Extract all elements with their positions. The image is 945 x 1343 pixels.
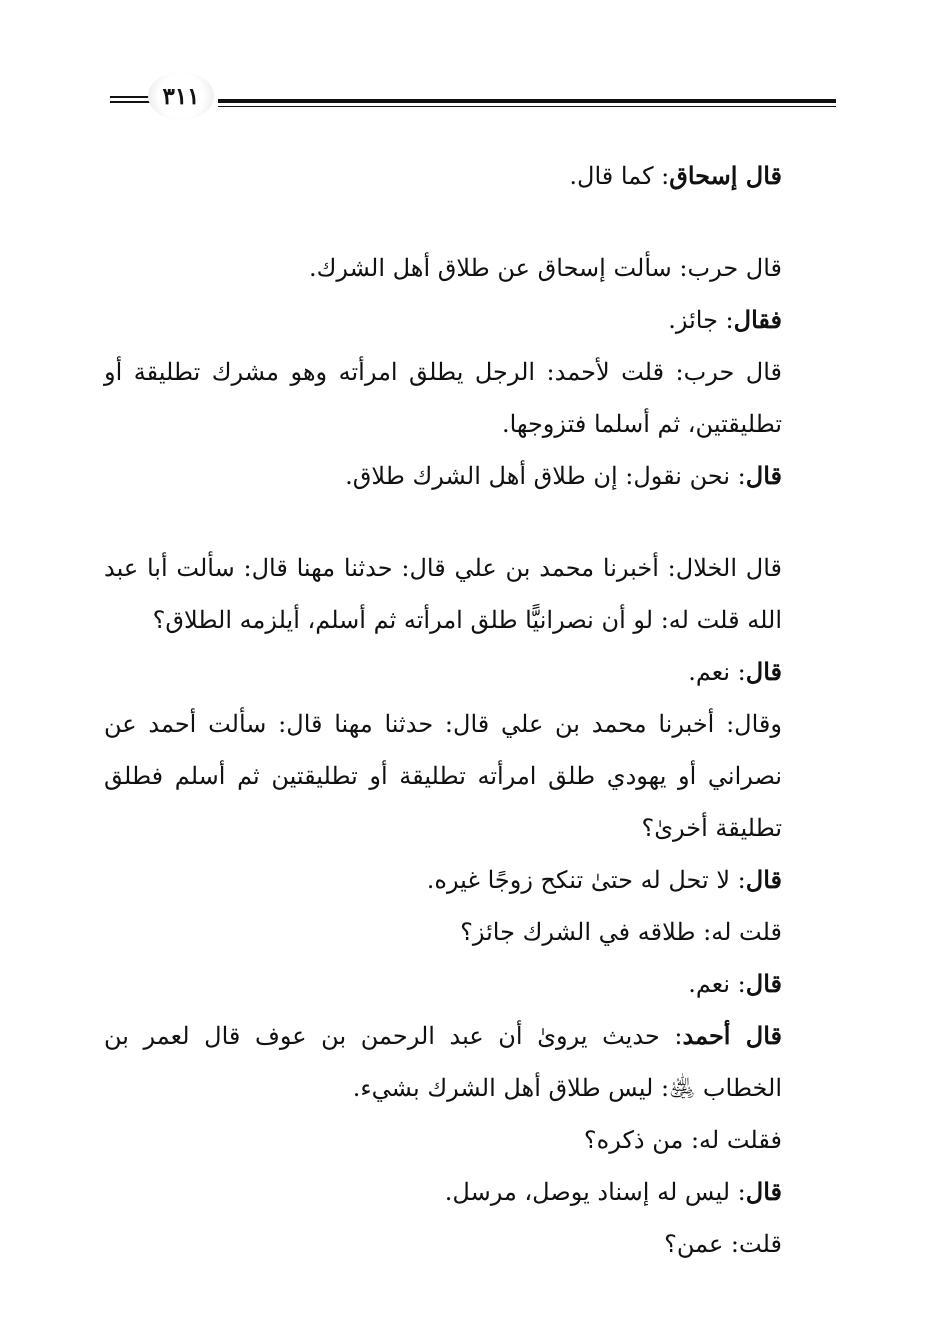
paragraph — [104, 1218, 832, 1270]
paragraph-gap — [104, 202, 832, 242]
paragraph — [104, 242, 832, 294]
paragraph — [104, 150, 832, 202]
paragraph — [104, 346, 832, 450]
paragraph — [104, 294, 832, 346]
speaker-label: قال — [745, 657, 782, 686]
paragraph-text: قال حرب: سألت إسحاق عن طلاق أهل الشرك. — [308, 254, 782, 282]
speaker-label: قال — [745, 1177, 782, 1206]
speaker-label: قال إسحاق — [669, 161, 782, 190]
paragraph — [104, 854, 832, 906]
paragraph — [104, 1114, 832, 1166]
speaker-label: قال — [745, 969, 782, 998]
speaker-label: قال أحمد — [682, 1021, 782, 1050]
paragraph — [104, 906, 832, 958]
paragraph-text: : نحن نقول: إن طلاق أهل الشرك طلاق. — [345, 462, 746, 490]
page-body — [104, 150, 832, 1270]
paragraph-text: : لا تحل له حتىٰ تنكح زوجًا غيره. — [426, 866, 746, 894]
paragraph-text: قال حرب: قلت لأحمد: الرجل يطلق امرأته وهو مشرك تطليقة أو تطليقتين، ثم أسلما فتزوجها. — [104, 358, 782, 438]
speaker-label: قال — [745, 865, 782, 894]
paragraph-text: : نعم. — [688, 970, 746, 998]
paragraph — [104, 646, 832, 698]
paragraph-text: : ليس له إسناد يوصل، مرسل. — [444, 1178, 746, 1206]
paragraph — [104, 958, 832, 1010]
paragraph — [104, 1010, 832, 1114]
paragraph-text: : حديث يروىٰ أن عبد الرحمن بن عوف قال لعمر بن الخطاب ﵁: ليس طلاق أهل الشرك بشيء. — [104, 1022, 782, 1102]
header-rule-left — [110, 96, 150, 108]
paragraph-text: قال الخلال: أخبرنا محمد بن علي قال: حدثنا مهنا قال: سألت أبا عبد الله قلت له: لو أن نصرانيًّا طلق امرأته ثم أسلم، أيلزمه الطلاق؟ — [104, 554, 782, 634]
paragraph-gap — [104, 502, 832, 542]
page-header — [100, 72, 836, 142]
paragraph — [104, 450, 832, 502]
paragraph-text: : جائز. — [668, 306, 734, 334]
paragraph-text: قلت: عمن؟ — [664, 1230, 782, 1258]
paragraph-text: : كما قال. — [569, 162, 670, 190]
paragraph — [104, 542, 832, 646]
paragraph-text: وقال: أخبرنا محمد بن علي قال: حدثنا مهنا قال: سألت أحمد عن نصراني أو يهودي طلق امرأته تطليقة أو تطليقتين ثم أسلم فطلق تطليقة أخرىٰ؟ — [104, 710, 782, 842]
header-rule-right — [218, 99, 836, 109]
paragraph-text: قلت له: طلاقه في الشرك جائز؟ — [460, 918, 782, 946]
paragraph-text: : نعم. — [688, 658, 746, 686]
speaker-label: فقال — [733, 305, 782, 334]
page-number: ٣١١ — [148, 72, 214, 120]
paragraph-text: فقلت له: من ذكره؟ — [583, 1126, 782, 1154]
paragraph — [104, 698, 832, 854]
paragraph — [104, 1166, 832, 1218]
speaker-label: قال — [745, 461, 782, 490]
